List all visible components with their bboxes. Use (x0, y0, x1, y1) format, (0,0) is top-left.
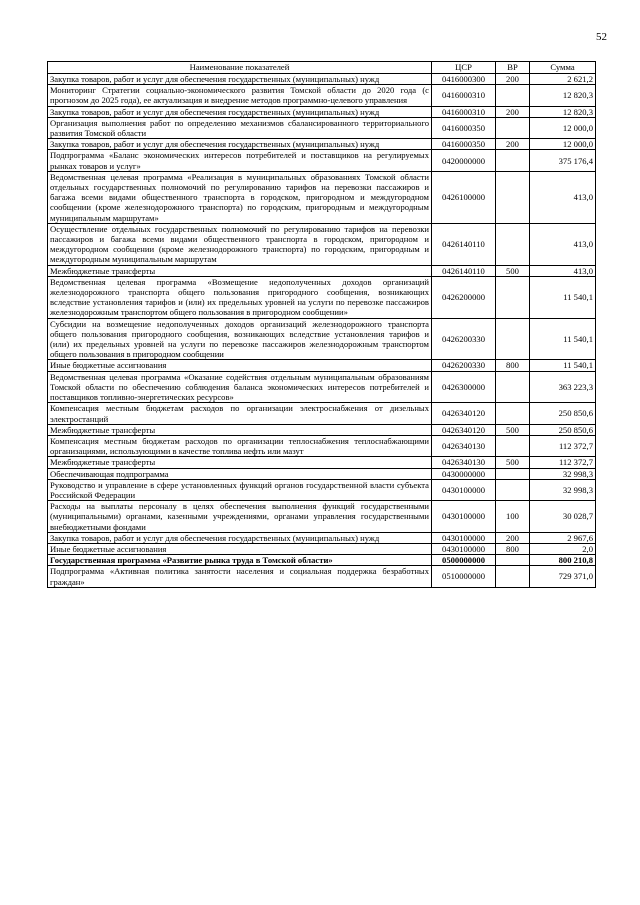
row-csr-cell: 0430100000 (432, 543, 496, 554)
row-sum-cell: 413,0 (530, 265, 596, 276)
table-row (48, 360, 596, 371)
row-vr-cell: 200 (496, 106, 530, 117)
row-name-cell: Расходы на выплаты персоналу в целях обеспечения выполнения функций государственными (муниципальными) органами, казенными учреждениями, органами управления государственными внебюджетными фондами (48, 501, 432, 533)
row-name-cell: Ведомственная целевая программа «Оказание содействия отдельным муниципальным образованиям Томской области по обеспечению соблюдения баланса экономических интересов потребителей и поставщиков топливно-энергетических ресурсов» (48, 371, 432, 403)
row-sum-cell: 12 820,3 (530, 106, 596, 117)
table-row (48, 106, 596, 117)
row-csr-cell: 0416000350 (432, 139, 496, 150)
table-row (48, 150, 596, 171)
row-sum-cell: 11 540,1 (530, 318, 596, 360)
table-row (48, 479, 596, 500)
table-row (48, 532, 596, 543)
row-sum-cell: 12 000,0 (530, 139, 596, 150)
row-sum-cell: 32 998,3 (530, 468, 596, 479)
row-name-cell: Закупка товаров, работ и услуг для обеспечения государственных (муниципальных) нужд (48, 106, 432, 117)
row-sum-cell: 2 967,6 (530, 532, 596, 543)
table-row (48, 117, 596, 138)
row-vr-cell: 100 (496, 501, 530, 533)
row-sum-cell: 2,0 (530, 543, 596, 554)
budget-table (47, 61, 596, 588)
row-csr-cell: 0416000310 (432, 85, 496, 106)
row-vr-cell (496, 150, 530, 171)
row-csr-cell: 0430000000 (432, 468, 496, 479)
table-row (48, 403, 596, 424)
row-sum-cell: 250 850,6 (530, 424, 596, 435)
row-csr-cell: 0426340120 (432, 424, 496, 435)
row-vr-cell: 500 (496, 265, 530, 276)
row-sum-cell: 30 028,7 (530, 501, 596, 533)
table-row (48, 265, 596, 276)
row-sum-cell: 375 176,4 (530, 150, 596, 171)
row-vr-cell (496, 85, 530, 106)
row-name-cell: Подпрограмма «Баланс экономических интересов потребителей и поставщиков на регулируемых рынках товаров и услуг» (48, 150, 432, 171)
row-csr-cell: 0416000310 (432, 106, 496, 117)
row-csr-cell: 0426140110 (432, 265, 496, 276)
row-sum-cell: 112 372,7 (530, 457, 596, 468)
row-sum-cell: 729 371,0 (530, 566, 596, 587)
table-row (48, 555, 596, 566)
row-csr-cell: 0430100000 (432, 479, 496, 500)
row-csr-cell: 0500000000 (432, 555, 496, 566)
row-sum-cell: 32 998,3 (530, 479, 596, 500)
row-vr-cell (496, 371, 530, 403)
row-sum-cell: 11 540,1 (530, 276, 596, 318)
row-name-cell: Компенсация местным бюджетам расходов по организации теплоснабжения теплоснабжающими организациями, использующими в качестве топлива нефть или мазут (48, 435, 432, 456)
table-row (48, 457, 596, 468)
table-row (48, 139, 596, 150)
column-header-sum: Сумма (530, 62, 596, 74)
row-csr-cell: 0426200330 (432, 318, 496, 360)
row-csr-cell: 0426300000 (432, 371, 496, 403)
table-row (48, 424, 596, 435)
row-name-cell: Закупка товаров, работ и услуг для обеспечения государственных (муниципальных) нужд (48, 532, 432, 543)
row-vr-cell (496, 479, 530, 500)
row-csr-cell: 0420000000 (432, 150, 496, 171)
row-vr-cell (496, 117, 530, 138)
row-name-cell: Руководство и управление в сфере установленных функций органов государственной власти субъекта Российской Федерации (48, 479, 432, 500)
row-csr-cell: 0426340120 (432, 403, 496, 424)
row-name-cell: Компенсация местным бюджетам расходов по организации электроснабжения от дизельных электростанций (48, 403, 432, 424)
row-csr-cell: 0426100000 (432, 171, 496, 223)
table-row (48, 435, 596, 456)
column-header-name: Наименование показателей (48, 62, 432, 74)
row-vr-cell (496, 468, 530, 479)
row-sum-cell: 2 621,2 (530, 74, 596, 85)
row-name-cell: Межбюджетные трансферты (48, 457, 432, 468)
row-csr-cell: 0426200330 (432, 360, 496, 371)
row-csr-cell: 0426340130 (432, 435, 496, 456)
row-name-cell: Ведомственная целевая программа «Возмещение недополученных доходов организаций железнодорожного транспорта общего пользования пригородного сообщения, возникающих вследствие установления тарифов и (или) их предельных уровней на услуги по перевозке пассажиров железнодорожным транспортом общего пользования в пригородном сообщении» (48, 276, 432, 318)
table-row (48, 501, 596, 533)
row-vr-cell: 800 (496, 360, 530, 371)
row-csr-cell: 0426200000 (432, 276, 496, 318)
column-header-csr: ЦСР (432, 62, 496, 74)
row-sum-cell: 413,0 (530, 171, 596, 223)
row-csr-cell: 0430100000 (432, 532, 496, 543)
row-name-cell: Государственная программа «Развитие рынка труда в Томской области» (48, 555, 432, 566)
row-sum-cell: 363 223,3 (530, 371, 596, 403)
table-row (48, 74, 596, 85)
row-sum-cell: 800 210,8 (530, 555, 596, 566)
row-name-cell: Обеспечивающая подпрограмма (48, 468, 432, 479)
row-vr-cell (496, 223, 530, 265)
row-name-cell: Иные бюджетные ассигнования (48, 360, 432, 371)
row-csr-cell: 0430100000 (432, 501, 496, 533)
row-sum-cell: 250 850,6 (530, 403, 596, 424)
row-name-cell: Иные бюджетные ассигнования (48, 543, 432, 554)
row-vr-cell: 200 (496, 139, 530, 150)
column-header-vr: ВР (496, 62, 530, 74)
table-body (48, 74, 596, 588)
row-name-cell: Мониторинг Стратегии социально-экономического развития Томской области до 2020 года (с прогнозом до 2025 года), ее актуализация и внедрение методов программно-целевого управления (48, 85, 432, 106)
row-vr-cell (496, 318, 530, 360)
row-name-cell: Закупка товаров, работ и услуг для обеспечения государственных (муниципальных) нужд (48, 139, 432, 150)
row-name-cell: Подпрограмма «Активная политика занятости населения и социальная поддержка безработных граждан» (48, 566, 432, 587)
table-header-row (48, 62, 596, 74)
table-row (48, 223, 596, 265)
page-number: 52 (596, 31, 607, 43)
table-row (48, 371, 596, 403)
row-sum-cell: 413,0 (530, 223, 596, 265)
row-sum-cell: 12 000,0 (530, 117, 596, 138)
row-name-cell: Ведомственная целевая программа «Реализация в муниципальных образованиях Томской области отдельных государственных полномочий по регулированию тарифов на перевозки пассажиров и багажа всеми видами общественного транспорта в городском, пригородном и междугородном сообщении (кроме железнодорожного транспорта) по городским, пригородным и междугородным муниципальным маршрутам» (48, 171, 432, 223)
row-name-cell: Закупка товаров, работ и услуг для обеспечения государственных (муниципальных) нужд (48, 74, 432, 85)
table-row (48, 276, 596, 318)
row-csr-cell: 0426340130 (432, 457, 496, 468)
row-csr-cell: 0426140110 (432, 223, 496, 265)
row-name-cell: Организация выполнения работ по определению механизмов сбалансированного территориального развития Томской области (48, 117, 432, 138)
row-vr-cell: 200 (496, 532, 530, 543)
row-vr-cell: 200 (496, 74, 530, 85)
row-vr-cell (496, 171, 530, 223)
table-row (48, 468, 596, 479)
row-name-cell: Межбюджетные трансферты (48, 424, 432, 435)
row-vr-cell (496, 276, 530, 318)
row-vr-cell: 800 (496, 543, 530, 554)
row-sum-cell: 11 540,1 (530, 360, 596, 371)
table-row (48, 85, 596, 106)
row-csr-cell: 0510000000 (432, 566, 496, 587)
row-csr-cell: 0416000300 (432, 74, 496, 85)
table-row (48, 171, 596, 223)
row-vr-cell (496, 566, 530, 587)
row-name-cell: Осуществление отдельных государственных полномочий по регулированию тарифов на перевозки пассажиров и багажа всеми видами общественного транспорта в городском, пригородном и междугородном сообщении (кроме железнодорожного транспорта) по городским, пригородным и междугородным муниципальным маршрутам (48, 223, 432, 265)
row-name-cell: Субсидии на возмещение недополученных доходов организаций железнодорожного транспорта общего пользования пригородного сообщения, возникающих вследствие установления тарифов и (или) их предельных уровней на услуги по перевозке пассажиров железнодорожным транспортом общего пользования в пригородном сообщении (48, 318, 432, 360)
row-sum-cell: 12 820,3 (530, 85, 596, 106)
row-name-cell: Межбюджетные трансферты (48, 265, 432, 276)
row-csr-cell: 0416000350 (432, 117, 496, 138)
row-sum-cell: 112 372,7 (530, 435, 596, 456)
row-vr-cell (496, 435, 530, 456)
row-vr-cell: 500 (496, 424, 530, 435)
row-vr-cell (496, 555, 530, 566)
table-row (48, 566, 596, 587)
table-row (48, 543, 596, 554)
row-vr-cell (496, 403, 530, 424)
row-vr-cell: 500 (496, 457, 530, 468)
table-row (48, 318, 596, 360)
